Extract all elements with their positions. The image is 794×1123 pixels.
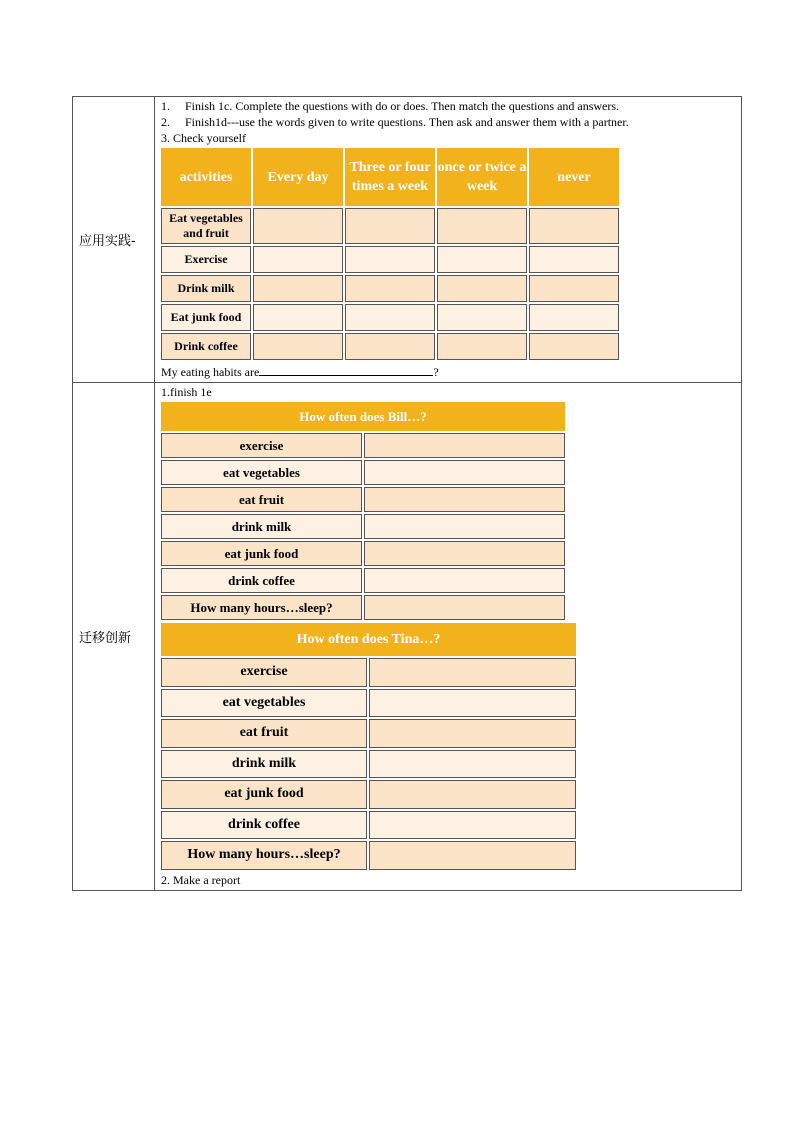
answer-cell[interactable] xyxy=(364,541,565,566)
tina-table xyxy=(159,621,578,872)
answer-cell[interactable] xyxy=(364,433,565,458)
answer-cell[interactable] xyxy=(529,333,619,360)
tina-header: How often does Tina…? xyxy=(161,623,576,656)
answer-cell[interactable] xyxy=(345,333,435,360)
table-row xyxy=(161,275,619,302)
table-row xyxy=(161,460,565,485)
answer-cell[interactable] xyxy=(345,246,435,273)
eating-habits-line: My eating habits are ? xyxy=(161,365,439,379)
table-row xyxy=(161,208,619,244)
practice-label: 应用实践- xyxy=(73,97,155,383)
tina-activity: How many hours…sleep? xyxy=(161,841,367,870)
table-row xyxy=(161,541,565,566)
table-row xyxy=(161,811,576,840)
header-once-twice: once or twice a week xyxy=(437,148,527,206)
answer-cell[interactable] xyxy=(364,595,565,620)
practice-content xyxy=(155,97,742,383)
header-every-day: Every day xyxy=(253,148,343,206)
answer-cell[interactable] xyxy=(369,658,576,687)
eating-habits-blank[interactable] xyxy=(259,364,433,376)
answer-cell[interactable] xyxy=(345,208,435,244)
answer-cell[interactable] xyxy=(529,304,619,331)
check-yourself-table xyxy=(159,146,621,362)
bill-activity: eat junk food xyxy=(161,541,362,566)
answer-cell[interactable] xyxy=(369,811,576,840)
answer-cell[interactable] xyxy=(253,208,343,244)
answer-cell[interactable] xyxy=(369,780,576,809)
tina-activity: drink milk xyxy=(161,750,367,779)
answer-cell[interactable] xyxy=(364,487,565,512)
answer-cell[interactable] xyxy=(369,719,576,748)
answer-cell[interactable] xyxy=(364,568,565,593)
answer-cell[interactable] xyxy=(345,275,435,302)
tina-activity: eat junk food xyxy=(161,780,367,809)
instruction-3: 3. Check yourself xyxy=(161,131,246,145)
bill-header-row xyxy=(161,402,565,431)
activity-label: Eat junk food xyxy=(161,304,251,331)
bill-activity: eat vegetables xyxy=(161,460,362,485)
answer-cell[interactable] xyxy=(437,246,527,273)
worksheet-table xyxy=(72,96,742,891)
table-row xyxy=(161,333,619,360)
bill-header: How often does Bill…? xyxy=(161,402,565,431)
table-row xyxy=(161,304,619,331)
tina-activity: exercise xyxy=(161,658,367,687)
table-row xyxy=(161,780,576,809)
answer-cell[interactable] xyxy=(529,275,619,302)
activity-label: Exercise xyxy=(161,246,251,273)
table-row xyxy=(161,433,565,458)
table-row xyxy=(161,841,576,870)
make-report-instruction: 2. Make a report xyxy=(161,872,241,887)
bill-activity: drink milk xyxy=(161,514,362,539)
bill-table xyxy=(159,400,567,622)
tina-header-row xyxy=(161,623,576,656)
activity-label: Drink coffee xyxy=(161,333,251,360)
table-row xyxy=(161,689,576,718)
bill-activity: eat fruit xyxy=(161,487,362,512)
bill-activity: drink coffee xyxy=(161,568,362,593)
answer-cell[interactable] xyxy=(529,246,619,273)
table-row xyxy=(161,514,565,539)
answer-cell[interactable] xyxy=(529,208,619,244)
activity-label: Drink milk xyxy=(161,275,251,302)
table-row xyxy=(161,487,565,512)
answer-cell[interactable] xyxy=(437,208,527,244)
table-row xyxy=(161,568,565,593)
header-never: never xyxy=(529,148,619,206)
instruction-1: 1. Finish 1c. Complete the questions with do or does. Then match the questions and answers. xyxy=(161,99,620,113)
answer-cell[interactable] xyxy=(364,460,565,485)
tina-activity: eat vegetables xyxy=(161,689,367,718)
answer-cell[interactable] xyxy=(437,275,527,302)
table-row xyxy=(161,658,576,687)
bill-activity: How many hours…sleep? xyxy=(161,595,362,620)
answer-cell[interactable] xyxy=(369,750,576,779)
answer-cell[interactable] xyxy=(437,304,527,331)
answer-cell[interactable] xyxy=(437,333,527,360)
instruction-2: 2. Finish1d---use the words given to write questions. Then ask and answer them with a partner. xyxy=(161,115,629,129)
bill-activity: exercise xyxy=(161,433,362,458)
answer-cell[interactable] xyxy=(369,689,576,718)
innovation-content xyxy=(155,383,742,891)
innovation-label: 迁移创新 xyxy=(73,383,155,891)
table-row xyxy=(161,595,565,620)
table-row xyxy=(161,719,576,748)
answer-cell[interactable] xyxy=(253,246,343,273)
innovation-row xyxy=(73,383,742,891)
answer-cell[interactable] xyxy=(369,841,576,870)
tina-activity: eat fruit xyxy=(161,719,367,748)
tina-activity: drink coffee xyxy=(161,811,367,840)
table-row xyxy=(161,246,619,273)
answer-cell[interactable] xyxy=(345,304,435,331)
activity-label: Eat vegetables and fruit xyxy=(161,208,251,244)
table-row xyxy=(161,750,576,779)
answer-cell[interactable] xyxy=(364,514,565,539)
header-activities: activities xyxy=(161,148,251,206)
answer-cell[interactable] xyxy=(253,275,343,302)
header-three-four-times: Three or four times a week xyxy=(345,148,435,206)
answer-cell[interactable] xyxy=(253,304,343,331)
answer-cell[interactable] xyxy=(253,333,343,360)
finish-1e-instruction: 1.finish 1e xyxy=(161,385,212,399)
practice-row xyxy=(73,97,742,383)
check-header-row xyxy=(161,148,619,206)
